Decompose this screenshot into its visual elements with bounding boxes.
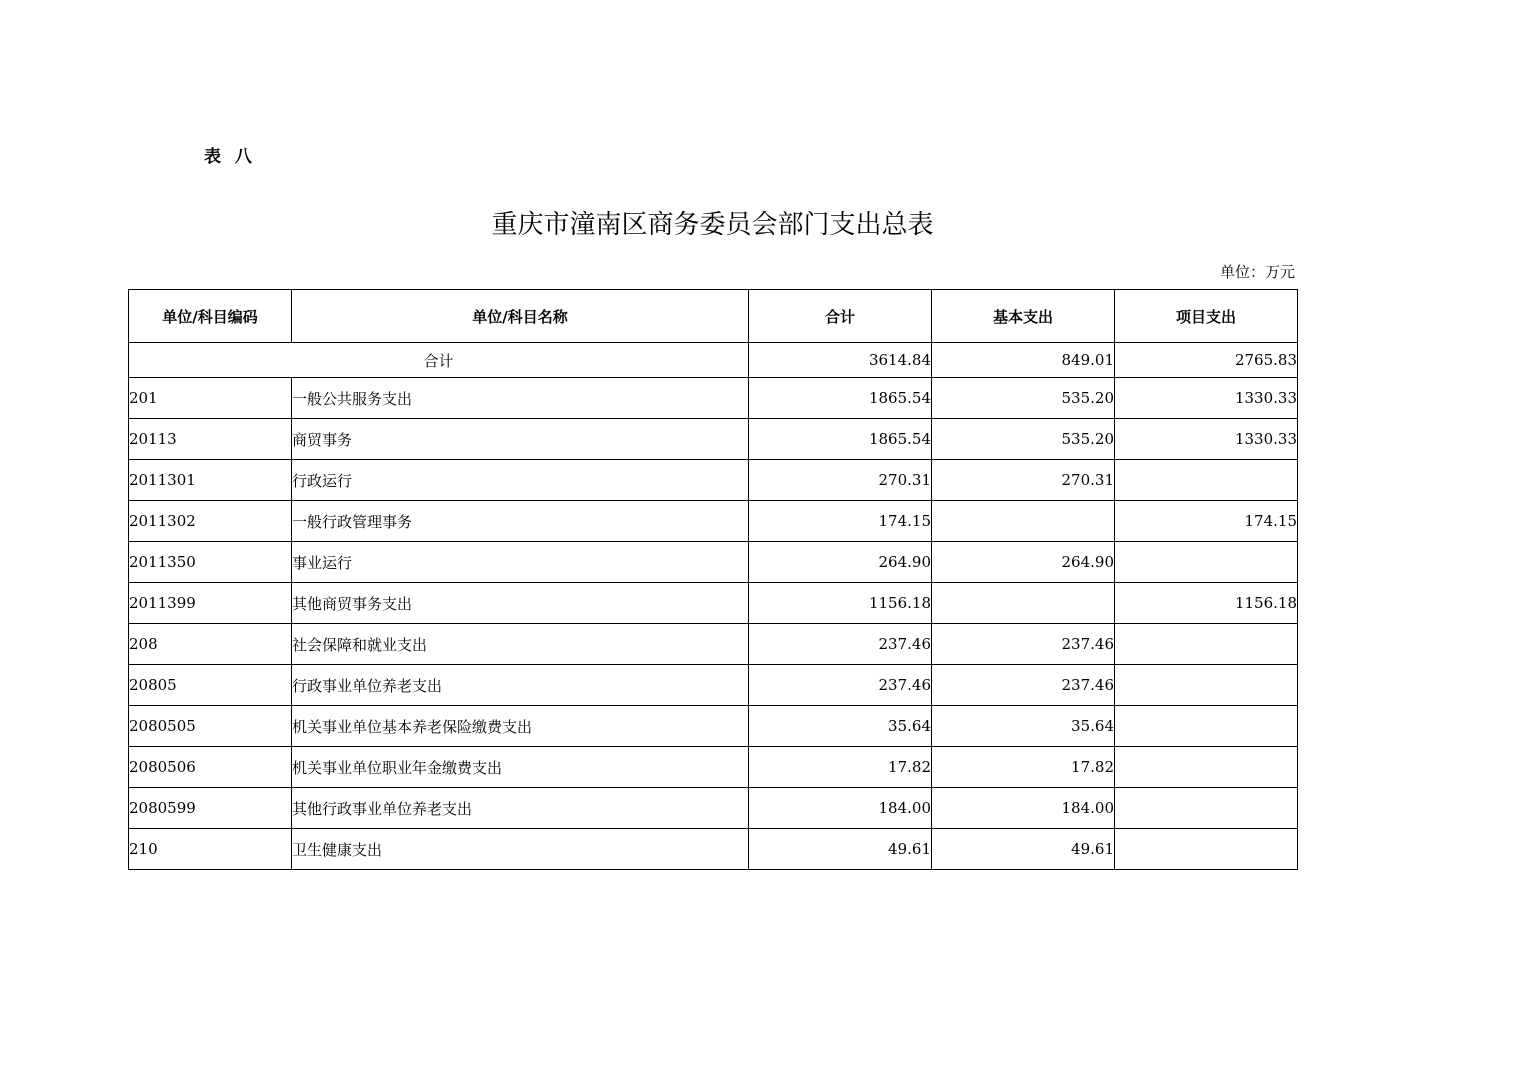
header-row: [129, 290, 1298, 343]
header-total: 合计: [749, 290, 932, 343]
code-cell: 210: [129, 829, 292, 870]
table-row: [129, 419, 1298, 460]
project-cell: 1330.33: [1115, 378, 1298, 419]
total-project-cell: 2765.83: [1115, 343, 1298, 378]
project-cell: 1330.33: [1115, 419, 1298, 460]
total-cell: 184.00: [749, 788, 932, 829]
name-cell: 其他商贸事务支出: [292, 583, 749, 624]
code-cell: 208: [129, 624, 292, 665]
basic-cell: 237.46: [932, 665, 1115, 706]
total-row: [129, 343, 1298, 378]
total-cell: 1865.54: [749, 378, 932, 419]
table-row: [129, 501, 1298, 542]
basic-cell: 49.61: [932, 829, 1115, 870]
table-row: [129, 624, 1298, 665]
basic-cell: 17.82: [932, 747, 1115, 788]
basic-cell: 535.20: [932, 378, 1115, 419]
basic-cell: 35.64: [932, 706, 1115, 747]
name-cell: 商贸事务: [292, 419, 749, 460]
table-row: [129, 706, 1298, 747]
total-cell: 1156.18: [749, 583, 932, 624]
code-cell: 20113: [129, 419, 292, 460]
basic-cell: 237.46: [932, 624, 1115, 665]
project-cell: 1156.18: [1115, 583, 1298, 624]
name-cell: 一般行政管理事务: [292, 501, 749, 542]
project-cell: [1115, 788, 1298, 829]
name-cell: 行政运行: [292, 460, 749, 501]
code-cell: 2011301: [129, 460, 292, 501]
name-cell: 机关事业单位职业年金缴费支出: [292, 747, 749, 788]
table-row: [129, 542, 1298, 583]
basic-cell: [932, 583, 1115, 624]
total-cell: 35.64: [749, 706, 932, 747]
table-row: [129, 583, 1298, 624]
basic-cell: 184.00: [932, 788, 1115, 829]
name-cell: 一般公共服务支出: [292, 378, 749, 419]
page-title: 重庆市潼南区商务委员会部门支出总表: [491, 210, 934, 240]
code-cell: 2011399: [129, 583, 292, 624]
table-row: [129, 378, 1298, 419]
name-cell: 行政事业单位养老支出: [292, 665, 749, 706]
project-cell: [1115, 829, 1298, 870]
project-cell: [1115, 624, 1298, 665]
header-project: 项目支出: [1115, 290, 1298, 343]
code-cell: 2011350: [129, 542, 292, 583]
total-total-cell: 3614.84: [749, 343, 932, 378]
code-cell: 20805: [129, 665, 292, 706]
header-name: 单位/科目名称: [292, 290, 749, 343]
header-basic: 基本支出: [932, 290, 1115, 343]
project-cell: [1115, 460, 1298, 501]
total-cell: 17.82: [749, 747, 932, 788]
project-cell: 174.15: [1115, 501, 1298, 542]
table-row: [129, 665, 1298, 706]
name-cell: 其他行政事业单位养老支出: [292, 788, 749, 829]
header-code: 单位/科目编码: [129, 290, 292, 343]
project-cell: [1115, 747, 1298, 788]
basic-cell: 535.20: [932, 419, 1115, 460]
code-cell: 2080505: [129, 706, 292, 747]
table-number: 表 八: [204, 147, 256, 167]
code-cell: 201: [129, 378, 292, 419]
name-cell: 社会保障和就业支出: [292, 624, 749, 665]
total-basic-cell: 849.01: [932, 343, 1115, 378]
total-cell: 1865.54: [749, 419, 932, 460]
total-cell: 237.46: [749, 665, 932, 706]
table-row: [129, 788, 1298, 829]
basic-cell: 270.31: [932, 460, 1115, 501]
table-row: [129, 747, 1298, 788]
code-cell: 2011302: [129, 501, 292, 542]
expenditure-table: [128, 289, 1298, 870]
project-cell: [1115, 542, 1298, 583]
name-cell: 机关事业单位基本养老保险缴费支出: [292, 706, 749, 747]
table-row: [129, 829, 1298, 870]
total-cell: 49.61: [749, 829, 932, 870]
table-row: [129, 460, 1298, 501]
name-cell: 卫生健康支出: [292, 829, 749, 870]
code-cell: 2080599: [129, 788, 292, 829]
basic-cell: [932, 501, 1115, 542]
project-cell: [1115, 706, 1298, 747]
code-cell: 2080506: [129, 747, 292, 788]
project-cell: [1115, 665, 1298, 706]
name-cell: 事业运行: [292, 542, 749, 583]
total-cell: 237.46: [749, 624, 932, 665]
total-cell: 174.15: [749, 501, 932, 542]
total-label: 合计: [129, 343, 749, 378]
total-cell: 264.90: [749, 542, 932, 583]
basic-cell: 264.90: [932, 542, 1115, 583]
unit-label: 单位：万元: [1219, 263, 1295, 281]
total-cell: 270.31: [749, 460, 932, 501]
